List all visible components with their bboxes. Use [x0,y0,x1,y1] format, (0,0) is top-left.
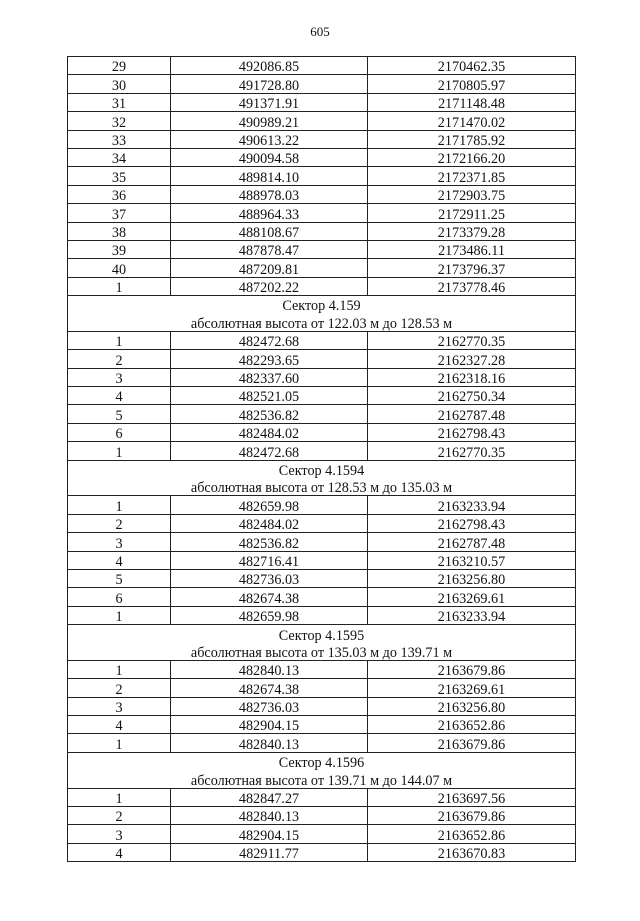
x-coordinate-cell: 482484.02 [171,423,368,441]
table-row [68,405,576,423]
x-coordinate-cell: 482736.03 [171,569,368,587]
table-row [68,277,576,295]
page-number: 605 [310,24,330,39]
coordinates-table-body [68,57,576,862]
point-number-cell: 29 [68,57,171,75]
x-coordinate-cell: 488108.67 [171,222,368,240]
y-coordinate-cell: 2163679.86 [368,660,576,678]
y-coordinate-cell: 2162798.43 [368,423,576,441]
point-number-cell: 2 [68,350,171,368]
point-number-cell: 1 [68,277,171,295]
sector-altitude-row [68,643,576,661]
point-number-cell: 30 [68,75,171,93]
x-coordinate-cell: 482536.82 [171,533,368,551]
table-row [68,697,576,715]
y-coordinate-cell: 2172903.75 [368,185,576,203]
sector-altitude: абсолютная высота от 135.03 м до 139.71 м [68,643,576,661]
x-coordinate-cell: 482847.27 [171,788,368,806]
x-coordinate-cell: 482840.13 [171,807,368,825]
point-number-cell: 5 [68,405,171,423]
x-coordinate-cell: 482840.13 [171,660,368,678]
x-coordinate-cell: 482674.38 [171,679,368,697]
y-coordinate-cell: 2163256.80 [368,569,576,587]
table-row [68,569,576,587]
x-coordinate-cell: 482911.77 [171,843,368,861]
table-row [68,588,576,606]
y-coordinate-cell: 2173796.37 [368,259,576,277]
table-row [68,167,576,185]
y-coordinate-cell: 2163697.56 [368,788,576,806]
x-coordinate-cell: 487202.22 [171,277,368,295]
point-number-cell: 39 [68,240,171,258]
table-row [68,222,576,240]
sector-altitude-row [68,313,576,331]
y-coordinate-cell: 2172166.20 [368,148,576,166]
table-row [68,442,576,460]
y-coordinate-cell: 2171148.48 [368,93,576,111]
table-row [68,148,576,166]
x-coordinate-cell: 482904.15 [171,716,368,734]
y-coordinate-cell: 2163670.83 [368,843,576,861]
y-coordinate-cell: 2162750.34 [368,387,576,405]
table-row [68,185,576,203]
y-coordinate-cell: 2163679.86 [368,734,576,752]
point-number-cell: 35 [68,167,171,185]
point-number-cell: 37 [68,204,171,222]
table-row [68,606,576,624]
table-row [68,788,576,806]
table-row [68,807,576,825]
point-number-cell: 2 [68,514,171,532]
x-coordinate-cell: 482736.03 [171,697,368,715]
x-coordinate-cell: 490989.21 [171,112,368,130]
y-coordinate-cell: 2170805.97 [368,75,576,93]
point-number-cell: 1 [68,331,171,349]
point-number-cell: 3 [68,533,171,551]
y-coordinate-cell: 2162787.48 [368,405,576,423]
y-coordinate-cell: 2162770.35 [368,331,576,349]
y-coordinate-cell: 2163233.94 [368,606,576,624]
x-coordinate-cell: 482472.68 [171,331,368,349]
table-row [68,204,576,222]
point-number-cell: 6 [68,423,171,441]
sector-title: Сектор 4.1595 [68,625,576,643]
sector-title: Сектор 4.159 [68,296,576,314]
table-row [68,843,576,861]
y-coordinate-cell: 2173379.28 [368,222,576,240]
table-row [68,496,576,514]
y-coordinate-cell: 2171785.92 [368,130,576,148]
x-coordinate-cell: 489814.10 [171,167,368,185]
x-coordinate-cell: 482659.98 [171,496,368,514]
point-number-cell: 34 [68,148,171,166]
sector-altitude-row [68,478,576,496]
y-coordinate-cell: 2162318.16 [368,368,576,386]
y-coordinate-cell: 2162770.35 [368,442,576,460]
point-number-cell: 1 [68,496,171,514]
point-number-cell: 5 [68,569,171,587]
x-coordinate-cell: 488978.03 [171,185,368,203]
point-number-cell: 1 [68,442,171,460]
table-row [68,75,576,93]
y-coordinate-cell: 2173778.46 [368,277,576,295]
point-number-cell: 4 [68,843,171,861]
table-row [68,533,576,551]
table-row [68,734,576,752]
x-coordinate-cell: 487209.81 [171,259,368,277]
y-coordinate-cell: 2163233.94 [368,496,576,514]
x-coordinate-cell: 482521.05 [171,387,368,405]
point-number-cell: 40 [68,259,171,277]
y-coordinate-cell: 2163652.86 [368,716,576,734]
point-number-cell: 36 [68,185,171,203]
point-number-cell: 3 [68,825,171,843]
sector-title-row [68,460,576,478]
sector-altitude-row [68,770,576,788]
table-row [68,112,576,130]
point-number-cell: 2 [68,807,171,825]
x-coordinate-cell: 482659.98 [171,606,368,624]
x-coordinate-cell: 482472.68 [171,442,368,460]
table-row [68,259,576,277]
coordinates-table [67,56,576,862]
table-row [68,423,576,441]
point-number-cell: 32 [68,112,171,130]
table-row [68,551,576,569]
y-coordinate-cell: 2163210.57 [368,551,576,569]
x-coordinate-cell: 491371.91 [171,93,368,111]
y-coordinate-cell: 2162327.28 [368,350,576,368]
point-number-cell: 1 [68,606,171,624]
y-coordinate-cell: 2173486.11 [368,240,576,258]
point-number-cell: 2 [68,679,171,697]
table-row [68,350,576,368]
sector-altitude: абсолютная высота от 122.03 м до 128.53 м [68,313,576,331]
point-number-cell: 4 [68,716,171,734]
sector-altitude: абсолютная высота от 139.71 м до 144.07 м [68,770,576,788]
x-coordinate-cell: 482716.41 [171,551,368,569]
x-coordinate-cell: 482337.60 [171,368,368,386]
sector-title: Сектор 4.1594 [68,460,576,478]
point-number-cell: 3 [68,368,171,386]
table-row [68,331,576,349]
x-coordinate-cell: 490094.58 [171,148,368,166]
table-row [68,660,576,678]
y-coordinate-cell: 2172371.85 [368,167,576,185]
x-coordinate-cell: 487878.47 [171,240,368,258]
y-coordinate-cell: 2172911.25 [368,204,576,222]
y-coordinate-cell: 2163269.61 [368,588,576,606]
point-number-cell: 4 [68,551,171,569]
x-coordinate-cell: 482904.15 [171,825,368,843]
table-row [68,368,576,386]
y-coordinate-cell: 2163679.86 [368,807,576,825]
sector-altitude: абсолютная высота от 128.53 м до 135.03 м [68,478,576,496]
x-coordinate-cell: 482484.02 [171,514,368,532]
x-coordinate-cell: 482293.65 [171,350,368,368]
point-number-cell: 6 [68,588,171,606]
y-coordinate-cell: 2171470.02 [368,112,576,130]
point-number-cell: 3 [68,697,171,715]
table-row [68,240,576,258]
x-coordinate-cell: 492086.85 [171,57,368,75]
point-number-cell: 1 [68,734,171,752]
x-coordinate-cell: 482840.13 [171,734,368,752]
y-coordinate-cell: 2163652.86 [368,825,576,843]
sector-title: Сектор 4.1596 [68,752,576,770]
x-coordinate-cell: 482536.82 [171,405,368,423]
sector-title-row [68,752,576,770]
table-row [68,387,576,405]
x-coordinate-cell: 482674.38 [171,588,368,606]
point-number-cell: 1 [68,788,171,806]
point-number-cell: 38 [68,222,171,240]
x-coordinate-cell: 488964.33 [171,204,368,222]
table-row [68,93,576,111]
sector-title-row [68,625,576,643]
table-row [68,514,576,532]
table-row [68,716,576,734]
y-coordinate-cell: 2163256.80 [368,697,576,715]
y-coordinate-cell: 2163269.61 [368,679,576,697]
x-coordinate-cell: 490613.22 [171,130,368,148]
sector-title-row [68,296,576,314]
point-number-cell: 4 [68,387,171,405]
table-row [68,130,576,148]
point-number-cell: 31 [68,93,171,111]
point-number-cell: 33 [68,130,171,148]
y-coordinate-cell: 2162798.43 [368,514,576,532]
table-row [68,825,576,843]
y-coordinate-cell: 2162787.48 [368,533,576,551]
x-coordinate-cell: 491728.80 [171,75,368,93]
table-row [68,679,576,697]
y-coordinate-cell: 2170462.35 [368,57,576,75]
point-number-cell: 1 [68,660,171,678]
table-row [68,57,576,75]
